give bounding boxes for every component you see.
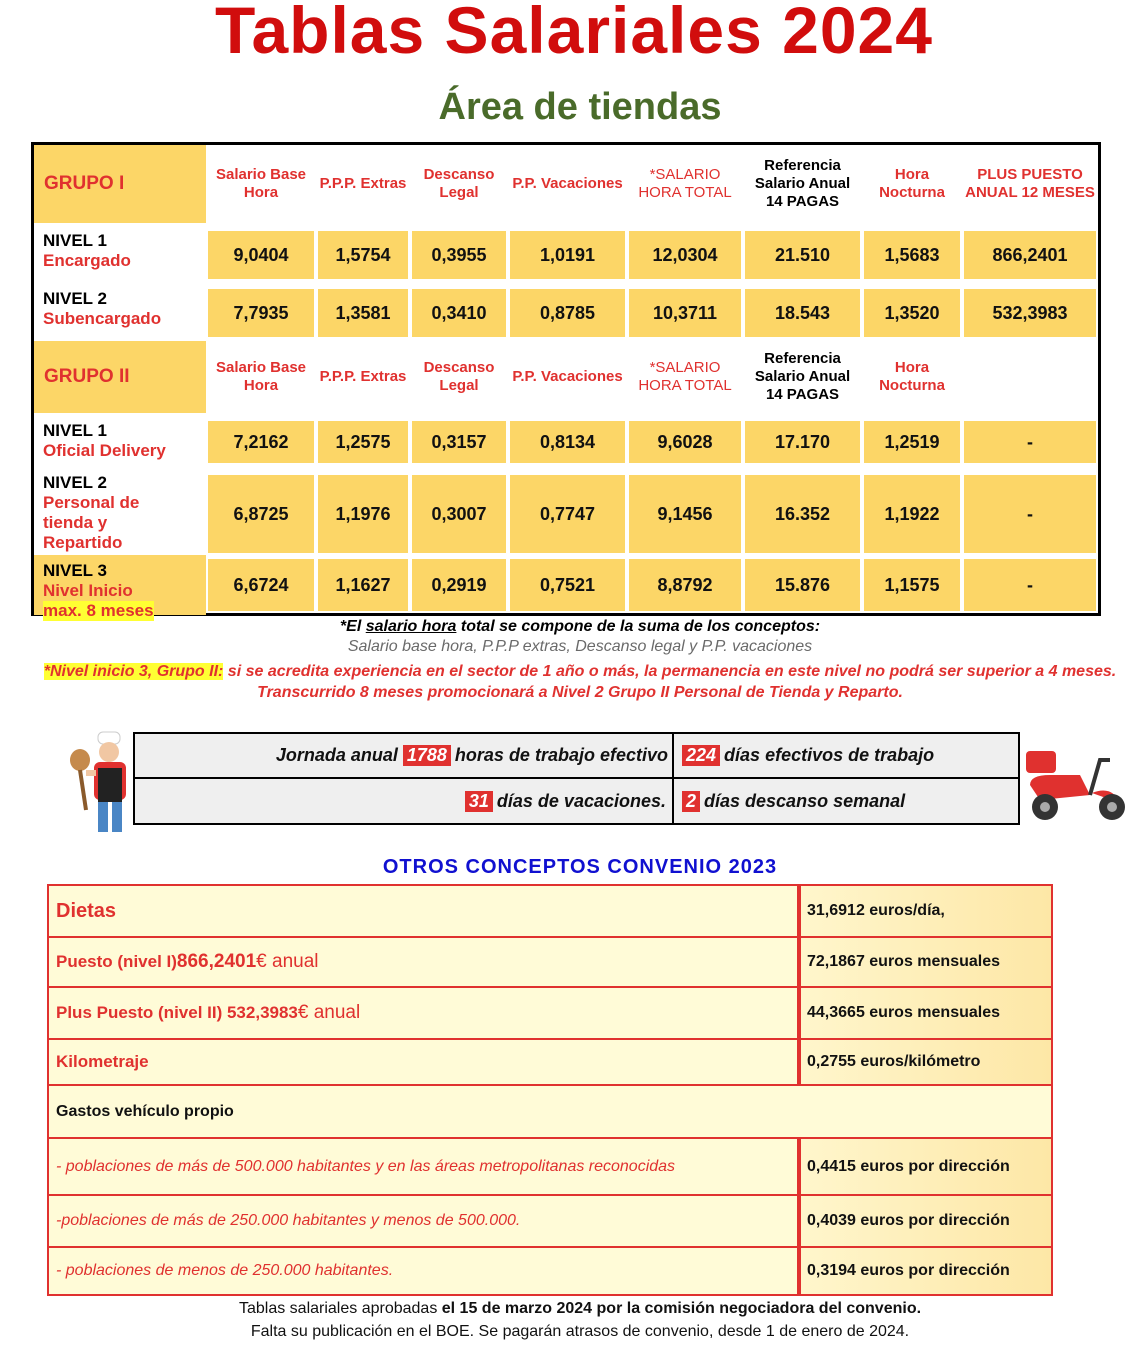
header-pp-vacaciones: P.P. Vacaciones <box>512 368 623 385</box>
salary-value: 21.510 <box>745 231 860 279</box>
poblacion-1-value: 0,4415 euros por dirección <box>799 1137 1053 1196</box>
header-pp-vacaciones: P.P. Vacaciones <box>512 175 623 192</box>
salary-value: 0,2919 <box>412 559 506 611</box>
otros-conceptos-title: OTROS CONCEPTOS CONVENIO 2023 <box>382 856 778 878</box>
header-salario-base: Salario Base Hora <box>215 359 307 394</box>
nivel-label: NIVEL 1 Oficial Delivery <box>43 421 166 460</box>
row-poblacion-3 <box>47 1246 1053 1296</box>
group-label: GRUPO II <box>34 341 206 413</box>
pizza-chef-icon <box>62 730 134 835</box>
row-kilometraje <box>47 1038 1053 1086</box>
kilometraje-value: 0,2755 euros/kilómetro <box>799 1038 1053 1086</box>
header-ppp-extras: P.P.P. Extras <box>319 175 407 192</box>
row-poblacion-1 <box>47 1137 1053 1196</box>
salary-value: 16.352 <box>745 475 860 553</box>
puesto-label: Puesto (nivel I) 866,2401 € anual <box>47 936 799 988</box>
header-referencia: Referencia Salario Anual 14 PAGAS <box>754 157 851 210</box>
row-dietas <box>47 884 1053 938</box>
header-descanso: Descanso Legal <box>423 166 495 201</box>
salary-value: 7,7935 <box>208 289 314 337</box>
nivel-label: NIVEL 3 Nivel Inicio max. 8 meses <box>34 555 206 615</box>
header-hora-nocturna: Hora Nocturna <box>879 359 945 394</box>
salary-value: - <box>964 421 1096 463</box>
salary-value: 1,2519 <box>864 421 960 463</box>
salary-value: 0,3157 <box>412 421 506 463</box>
salary-value: 1,5754 <box>318 231 408 279</box>
salary-value: 0,7747 <box>510 475 625 553</box>
dias-vacaciones: 31 días de vacaciones. <box>135 779 674 823</box>
salary-value: 1,3581 <box>318 289 408 337</box>
header-salario-total: *SALARIO HORA TOTAL <box>638 166 732 201</box>
page-subtitle: Área de tiendas <box>438 86 722 128</box>
salary-value: 1,0191 <box>510 231 625 279</box>
poblacion-2-label: -poblaciones de más de 250.000 habitantes y menos de 500.000. <box>47 1194 799 1248</box>
note-total-salary: *El salario hora total se compone de la suma de los conceptos: <box>339 618 821 635</box>
note-nivel-inicio: *Nivel inicio 3, Grupo II: si se acredita experiencia en el sector de 1 año o más, la permanencia en este nivel no podrá ser superior a 4 meses. Transcurrido 8 meses promocionará a Nivel 2 Grupo II Personal de Tienda y Reparto. <box>43 663 1117 701</box>
header-ppp-extras: P.P.P. Extras <box>319 368 407 385</box>
dias-efectivos: 224 días efectivos de trabajo <box>674 734 1018 779</box>
row-poblacion-2 <box>47 1194 1053 1248</box>
group-label: GRUPO I <box>34 145 206 223</box>
kilometraje-label: Kilometraje <box>47 1038 799 1086</box>
salary-value: 10,3711 <box>629 289 741 337</box>
salary-value: 9,6028 <box>629 421 741 463</box>
dias-descanso: 2 días descanso semanal <box>674 779 1018 823</box>
salary-value: 7,2162 <box>208 421 314 463</box>
plus-puesto-label: Plus Puesto (nivel II) 532,3983 € anual <box>47 986 799 1040</box>
header-empty <box>962 341 1098 413</box>
puesto-value: 72,1867 euros mensuales <box>799 936 1053 988</box>
salary-value: 6,6724 <box>208 559 314 611</box>
dietas-label: Dietas <box>47 884 799 938</box>
salary-value: 17.170 <box>745 421 860 463</box>
header-hora-nocturna: Hora Nocturna <box>879 166 945 201</box>
nivel-label: NIVEL 2 Personal de tienda y Repartido <box>43 473 140 552</box>
note-concepts: Salario base hora, P.P.P extras, Descanso legal y P.P. vacaciones <box>347 638 813 655</box>
salary-value: 15.876 <box>745 559 860 611</box>
jornada-table <box>133 732 1020 825</box>
header-salario-base: Salario Base Hora <box>215 166 307 201</box>
salary-value: 0,8134 <box>510 421 625 463</box>
salary-value: 532,3983 <box>964 289 1096 337</box>
salary-value: 9,1456 <box>629 475 741 553</box>
salary-value: 1,1575 <box>864 559 960 611</box>
gastos-label: Gastos vehículo propio <box>47 1084 1053 1139</box>
salary-value: 0,3955 <box>412 231 506 279</box>
salary-value: 0,3410 <box>412 289 506 337</box>
salary-value: 9,0404 <box>208 231 314 279</box>
poblacion-2-value: 0,4039 euros por dirección <box>799 1194 1053 1248</box>
salary-value: - <box>964 475 1096 553</box>
footer-line-1: Tablas salariales aprobadas el 15 de marzo 2024 por la comisión negociadora del convenio. <box>238 1300 922 1317</box>
salary-value: 1,1627 <box>318 559 408 611</box>
salary-value: 1,1976 <box>318 475 408 553</box>
poblacion-3-label: - poblaciones de menos de 250.000 habitantes. <box>47 1246 799 1296</box>
delivery-scooter-icon <box>1020 745 1130 825</box>
salary-value: - <box>964 559 1096 611</box>
salary-value: 12,0304 <box>629 231 741 279</box>
footer-line-2: Falta su publicación en el BOE. Se pagarán atrasos de convenio, desde 1 de enero de 2024. <box>250 1323 910 1340</box>
salary-table <box>31 142 1101 620</box>
row-puesto <box>47 936 1053 988</box>
salary-value: 0,7521 <box>510 559 625 611</box>
header-referencia: Referencia Salario Anual 14 PAGAS <box>754 350 851 403</box>
row-gastos <box>47 1084 1053 1139</box>
salary-value: 0,8785 <box>510 289 625 337</box>
poblacion-3-value: 0,3194 euros por dirección <box>799 1246 1053 1296</box>
header-descanso: Descanso Legal <box>423 359 495 394</box>
nivel-label: NIVEL 2 Subencargado <box>43 289 162 328</box>
poblacion-1-label: - poblaciones de más de 500.000 habitantes y en las áreas metropolitanas reconocidas <box>47 1137 799 1196</box>
salary-value: 866,2401 <box>964 231 1096 279</box>
salary-value: 18.543 <box>745 289 860 337</box>
dietas-value: 31,6912 euros/día, <box>799 884 1053 938</box>
salary-value: 1,1922 <box>864 475 960 553</box>
salary-value: 6,8725 <box>208 475 314 553</box>
salary-value: 1,5683 <box>864 231 960 279</box>
salary-value: 1,2575 <box>318 421 408 463</box>
salary-value: 0,3007 <box>412 475 506 553</box>
header-plus-puesto: PLUS PUESTO ANUAL 12 MESES <box>965 166 1095 201</box>
row-plus-puesto <box>47 986 1053 1040</box>
header-salario-total: *SALARIO HORA TOTAL <box>638 359 732 394</box>
nivel-label: NIVEL 1 Encargado <box>43 231 131 270</box>
plus-puesto-value: 44,3665 euros mensuales <box>799 986 1053 1040</box>
page-title: Tablas Salariales 2024 <box>215 0 933 67</box>
salary-value: 8,8792 <box>629 559 741 611</box>
salary-value: 1,3520 <box>864 289 960 337</box>
jornada-anual: Jornada anual 1788 horas de trabajo efectivo <box>135 734 674 779</box>
